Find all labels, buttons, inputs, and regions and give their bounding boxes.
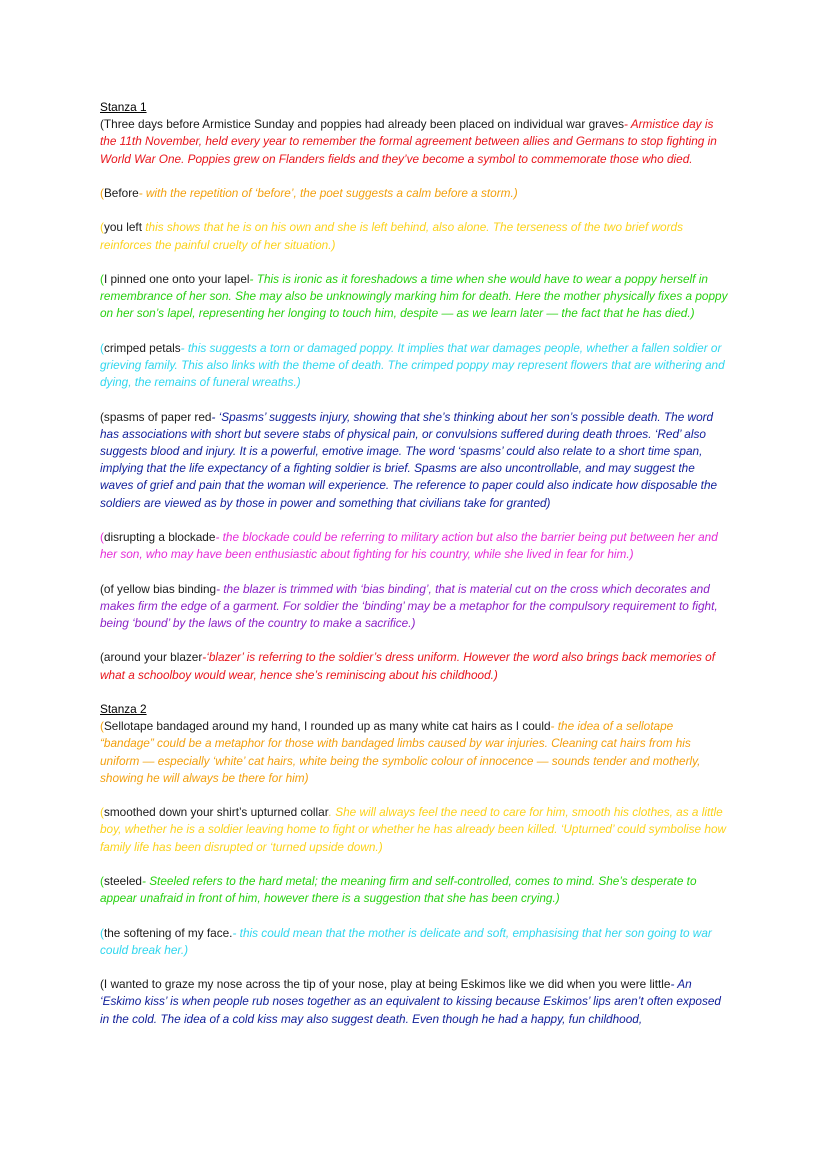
quote: (around your blazer [100,650,203,665]
note: - Steeled refers to the hard metal; the meaning firm and self-controlled, comes to mind. She’s desperate to appear unafraid in front of him, however there is a suggestion that she has been crying.) [100,873,697,906]
note: - ‘Spasms’ suggests injury, showing that she’s thinking about her son’s possible death. The word has associations with short but severe stabs of physical pain, or convulsions suffered during death throes. ‘Red’ also suggests blood and injury. It is a powerful, emotive image. The word ‘spasms’ could also relate to a short time span, implying that the life expectancy of a fighting soldier is brief. Spasms are also uncontrollable, and may suggest the waves of grief and pain that the woman will experience. The reference to paper could also indicate how disposable the soldiers are viewed as by those in power and something that civilians take for granted) [100,409,718,510]
quote: smoothed down your shirt’s upturned collar [103,805,329,820]
note: this shows that he is on his own and she is left behind, also alone. The terseness of the two brief words reinforces the painful cruelty of her situation.) [100,220,683,252]
quote: (of yellow bias binding [100,581,217,596]
note: - This is ironic as it foreshadows a time when she would have to wear a poppy herself in remembrance of her son. She may also be unknowingly marking him for death. Here the mother physically fixes a poppy on her son’s lapel, representing her longing to touch him, despite — as we learn later — the fact that he has died.) [100,271,728,321]
quote: Before [103,186,139,200]
annotation-eskimos [100,976,728,1028]
stanza-2-heading: Stanza 2 [100,701,147,716]
quote: (I wanted to graze my nose across the tip of your nose, play at being Eskimos like we did when you were little [100,977,671,992]
annotation-softening-face: (the softening of my face.- this could mean that the mother is delicate and soft, emphasising that her son going to war could break her.) [100,925,712,957]
note: - this could mean that the mother is delicate and soft, emphasising that her son going to war could break her.) [100,925,712,957]
note: - the blazer is trimmed with ‘bias binding’, that is material cut on the cross which decorates and makes firm the edge of a garment. For soldier the ‘binding’ may be a metaphor for the compulsory requirement to fight, being ‘bound’ by the laws of the country to make a sacrifice.) [100,581,718,630]
stanza-1-heading: Stanza 1 [100,100,147,114]
annotation-pinned-lapel: (I pinned one onto your lapel- This is ironic as it foreshadows a time when she would have to wear a poppy herself in remembrance of her son. She may also be unknowingly marking him for death. Here the mother physically fixes a poppy on her son’s lapel, representing her longing to touch him, despite — as we learn later — the fact that he has died.) [100,271,728,321]
annotation-before: (Before- with the repetition of ‘before’, the poet suggests a calm before a storm.) [100,186,518,200]
quote: crimped petals [103,340,181,355]
annotation-upturned-collar: (smoothed down your shirt’s upturned collar. She will always feel the need to care for him, smooth his clothes, as a little boy, whether he is a soldier leaving home to fight or whether he has already been killed. ‘Upturned’ could symbolise how family life has been disrupted or ‘turned upside down.) [100,805,727,854]
annotation-crimped-petals: (crimped petals- this suggests a torn or damaged poppy. It implies that war damages people, whether a fallen soldier or grieving family. This also links with the theme of death. The crimped poppy may represent flowers that are withering and dying, the remains of funeral wreaths.) [100,340,725,390]
quote: (Three days before Armistice Sunday and poppies had already been placed on individual war graves [100,117,624,132]
note: - An ‘Eskimo kiss’ is when people rub noses together as an equivalent to kissing because Eskimos’ lips aren’t often exposed in the cold. The idea of a cold kiss may also suggest death. Even though he had a happy, fun childhood, [100,977,721,1026]
annotation-bias-binding [100,581,728,633]
quote: Sellotape bandaged around my hand, I rounded up as many white cat hairs as I could [103,719,551,734]
quote: I pinned one onto your lapel [103,271,250,286]
note: - the blockade could be referring to military action but also the barrier being put between her and her son, who may have been enthusiastic about fighting for his country, while she lived in fear for him.) [100,529,718,562]
note: - this suggests a torn or damaged poppy. It implies that war damages people, whether a fallen soldier or grieving family. This also links with the theme of death. The crimped poppy may represent flowers that are withering and dying, the remains of funeral wreaths.) [100,340,725,390]
note: . She will always feel the need to care for him, smooth his clothes, as a little boy, whether he is a soldier leaving home to fight or whether he has already been killed. ‘Upturned’ could symbolise how family life has been disrupted or ‘turned upside down.) [100,805,727,854]
annotation-armistice [100,116,728,168]
note: -‘blazer’ is referring to the soldier’s dress uniform. However the word also brings back memories of what a schoolboy would wear, hence she’s reminiscing about his childhood.) [100,650,716,682]
annotation-blockade: (disrupting a blockade- the blockade could be referring to military action but also the barrier being put between her and her son, who may have been enthusiastic about fighting for his country, while she lived in fear for him.) [100,529,718,562]
note: - with the repetition of ‘before’, the poet suggests a calm before a storm.) [138,186,518,200]
annotation-you-left: (you left this shows that he is on his own and she is left behind, also alone. The terseness of the two brief words reinforces the painful cruelty of her situation.) [100,220,683,252]
quote: the softening of my face. [103,925,233,940]
quote: (spasms of paper red [100,409,212,424]
quote: you left [103,220,142,235]
annotation-sellotape: (Sellotape bandaged around my hand, I rounded up as many white cat hairs as I could- the idea of a sellotape “bandage” could be a metaphor for those with bandaged limbs caused by war injuries. Cleaning cat hairs from his uniform — especially ‘white’ cat hairs, white being the symbolic colour of innocence — sounds tender and motherly, showing he will always be there for him) [100,719,701,785]
quote: disrupting a blockade [103,529,216,544]
note: - the idea of a sellotape “bandage” could be a metaphor for those with bandaged limbs caused by war injuries. Cleaning cat hairs from his uniform — especially ‘white’ cat hairs, white being the symbolic colour of innocence — sounds tender and motherly, showing he will always be there for him) [100,719,701,785]
note: - Armistice day is the 11th November, held every year to remember the formal agreement between allies and Germans to stop fighting in World War One. Poppies grew on Flanders fields and they’ve become a symbol to commemorate those who died. [100,117,717,166]
document-page [100,99,728,1028]
annotation-steeled: (steeled- Steeled refers to the hard metal; the meaning firm and self-controlled, comes to mind. She’s desperate to appear unafraid in front of him, however there is a suggestion that she has been crying.) [100,873,697,906]
annotation-spasms-paper-red [100,409,728,512]
quote: steeled [103,873,142,888]
annotation-blazer [100,649,728,683]
